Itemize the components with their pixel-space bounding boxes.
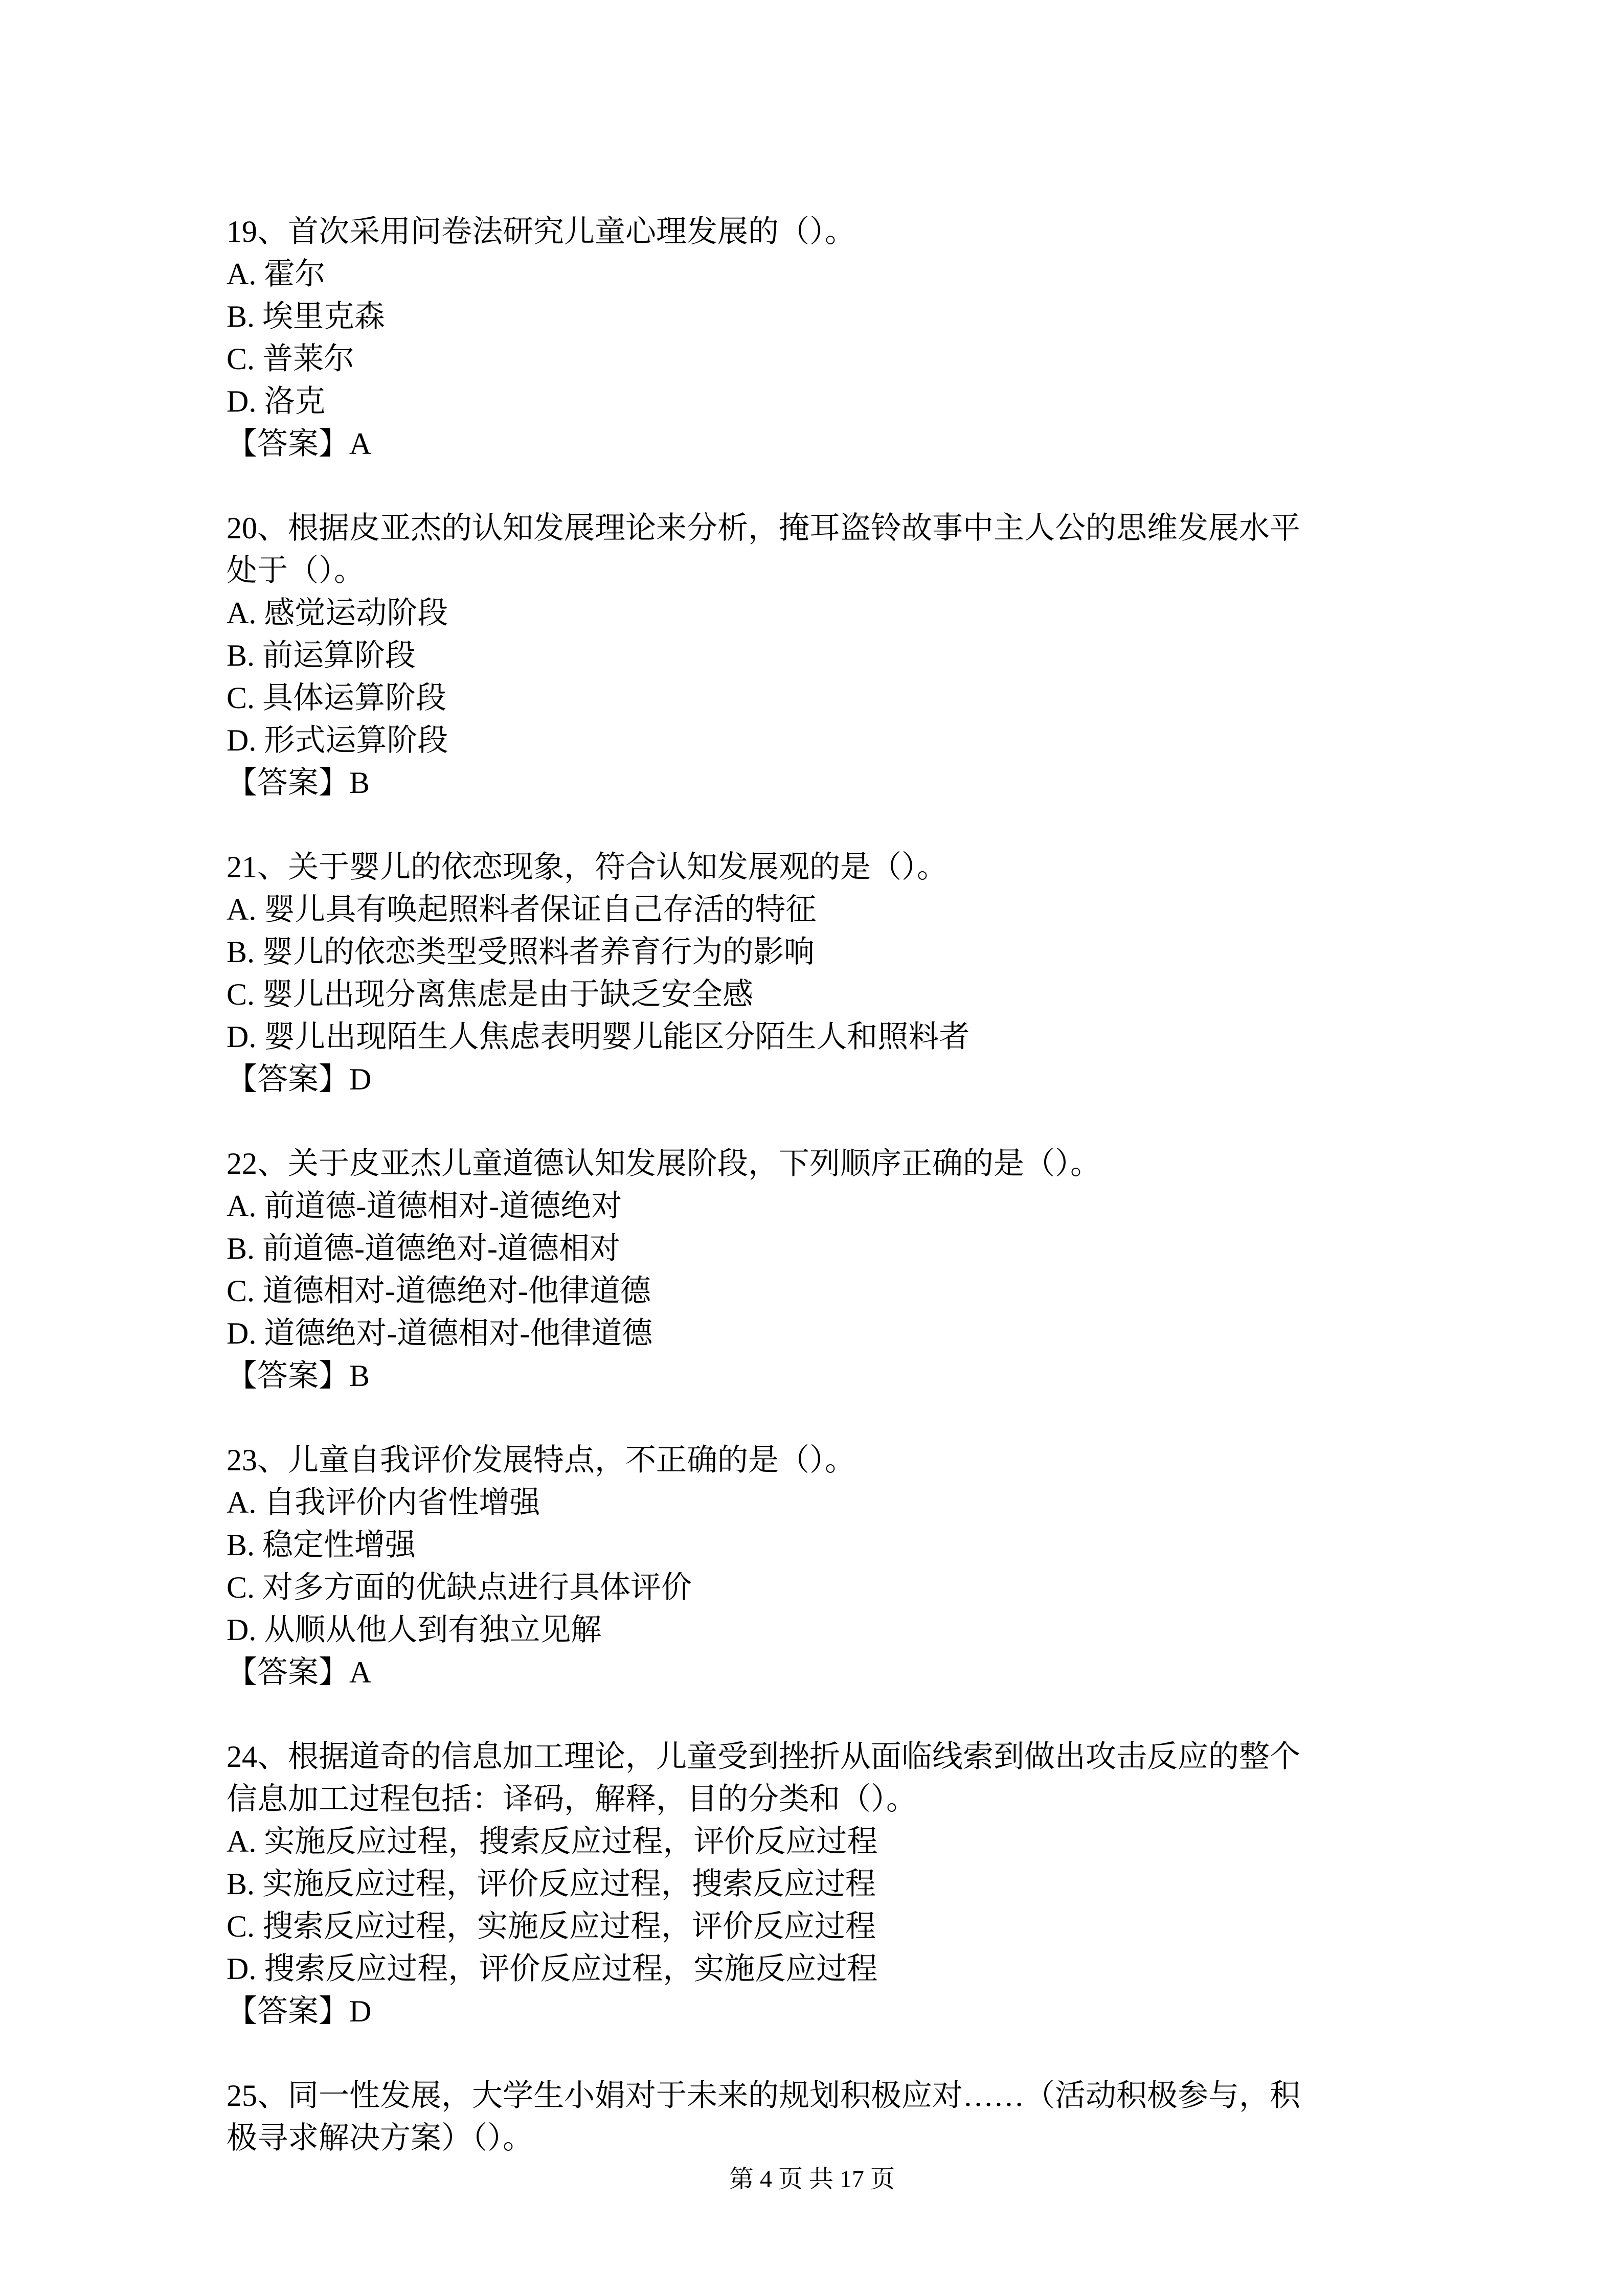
question-option-b: B. 前运算阶段 (227, 639, 416, 672)
question-option-d: D. 搜索反应过程，评价反应过程，实施反应过程 (227, 1952, 878, 1986)
question-option-a: A. 前道德-道德相对-道德绝对 (227, 1189, 622, 1223)
question-22 (227, 1143, 1403, 1397)
page-number-text: 第 4 页 共 17 页 (729, 2166, 895, 2193)
question-option-a: A. 自我评价内省性增强 (227, 1486, 540, 1519)
question-option-c: C. 道德相对-道德绝对-他律道德 (227, 1274, 651, 1308)
question-answer-line (227, 1990, 1403, 2033)
question-option-a: A. 实施反应过程，搜索反应过程，评价反应过程 (227, 1825, 878, 1858)
question-stem-line: 21、关于婴儿的依恋现象，符合认知发展观的是（）。 (227, 850, 948, 884)
question-option-d: D. 从顺从他人到有独立见解 (227, 1613, 602, 1647)
question-option-d: D. 形式运算阶段 (227, 723, 448, 757)
question-option-a: A. 感觉运动阶段 (227, 596, 448, 630)
answer-value: B (349, 1359, 370, 1393)
question-option-a: A. 霍尔 (227, 257, 326, 291)
page-footer (0, 2164, 1624, 2195)
question-option-d: D. 道德绝对-道德相对-他律道德 (227, 1316, 653, 1350)
answer-value: D (349, 1062, 372, 1096)
question-answer-line (227, 1651, 1403, 1694)
question-answer-line (227, 762, 1403, 804)
answer-label: 【答案】 (227, 427, 349, 461)
question-answer-line (227, 423, 1403, 465)
answer-label: 【答案】 (227, 1994, 349, 2028)
question-answer-line (227, 1355, 1403, 1397)
question-23 (227, 1439, 1403, 1694)
answer-value: A (349, 427, 372, 461)
answer-value: B (349, 766, 370, 800)
question-option-c: C. 具体运算阶段 (227, 681, 447, 715)
question-option-b: B. 稳定性增强 (227, 1528, 416, 1562)
question-stem-line: 极寻求解决方案）（）。 (227, 2121, 533, 2155)
question-option-d: D. 婴儿出现陌生人焦虑表明婴儿能区分陌生人和照料者 (227, 1020, 970, 1054)
answer-value: D (349, 1994, 372, 2028)
question-stem-line: 25、同一性发展，大学生小娟对于未来的规划积极应对……（活动积极参与，积 (227, 2079, 1300, 2112)
question-option-c: C. 对多方面的优缺点进行具体评价 (227, 1571, 692, 1604)
answer-label: 【答案】 (227, 1062, 349, 1096)
answer-value: A (349, 1655, 372, 1689)
question-stem-line: 19、首次采用问卷法研究儿童心理发展的（）。 (227, 215, 855, 248)
question-20 (227, 507, 1403, 804)
question-stem-line: 22、关于皮亚杰儿童道德认知发展阶段，下列顺序正确的是（）。 (227, 1147, 1101, 1180)
question-25 (227, 2075, 1403, 2159)
question-stem-line: 处于（）。 (227, 554, 365, 587)
question-option-a: A. 婴儿具有唤起照料者保证自己存活的特征 (227, 893, 817, 926)
questions-area (227, 211, 1403, 2159)
question-21 (227, 846, 1403, 1101)
question-stem-line: 24、根据道奇的信息加工理论，儿童受到挫折从面临线索到做出攻击反应的整个 (227, 1740, 1300, 1774)
question-option-d: D. 洛克 (227, 384, 326, 418)
question-option-c: C. 搜索反应过程，实施反应过程，评价反应过程 (227, 1909, 876, 1943)
answer-label: 【答案】 (227, 1655, 349, 1689)
question-option-b: B. 实施反应过程，评价反应过程，搜索反应过程 (227, 1867, 876, 1901)
answer-label: 【答案】 (227, 1359, 349, 1393)
question-stem-line: 20、根据皮亚杰的认知发展理论来分析，掩耳盗铃故事中主人公的思维发展水平 (227, 511, 1300, 545)
question-19 (227, 211, 1403, 465)
question-option-c: C. 普莱尔 (227, 342, 355, 376)
question-answer-line (227, 1058, 1403, 1101)
question-24 (227, 1736, 1403, 2033)
question-option-b: B. 婴儿的依恋类型受照料者养育行为的影响 (227, 935, 815, 969)
question-option-c: C. 婴儿出现分离焦虑是由于缺乏安全感 (227, 977, 754, 1011)
question-option-b: B. 埃里克森 (227, 300, 386, 333)
question-option-b: B. 前道德-道德绝对-道德相对 (227, 1232, 620, 1265)
question-stem-line: 23、儿童自我评价发展特点，不正确的是（）。 (227, 1443, 855, 1477)
answer-label: 【答案】 (227, 766, 349, 800)
question-stem-line: 信息加工过程包括：译码，解释，目的分类和（）。 (227, 1782, 917, 1816)
